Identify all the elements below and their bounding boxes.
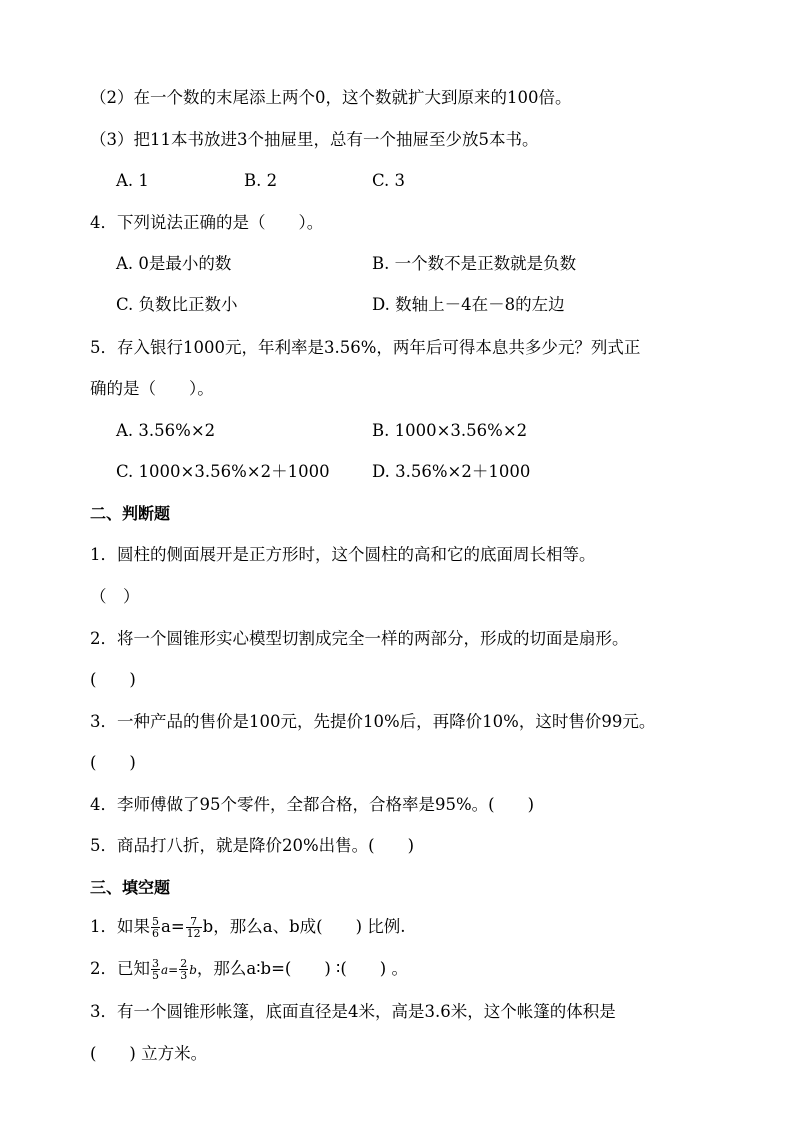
q3-option-b: B. 2 bbox=[244, 171, 278, 190]
q5-option-a: A. 3.56%×2 bbox=[116, 421, 216, 440]
q3-option-a: A. 1 bbox=[116, 171, 149, 190]
q5-stem-line2: 确的是（ ）。 bbox=[90, 379, 214, 398]
fill-item-3-line1: 3．有一个圆锥形帐篷，底面直径是4米，高是3.6米，这个帐篷的体积是 bbox=[90, 1002, 616, 1021]
tf-item-3: 3．一种产品的售价是100元，先提价10%后，再降价10%，这时售价99元。 bbox=[90, 712, 656, 731]
fill-item-3-line2: ( ) 立方米。 bbox=[90, 1044, 208, 1063]
fraction-5-6: $\frac{5}{6}$ bbox=[152, 915, 159, 940]
statement-2: （2）在一个数的末尾添上两个0，这个数就扩大到原来的100倍。 bbox=[90, 88, 572, 107]
q5-option-d: D. 3.56%×2＋1000 bbox=[372, 462, 531, 481]
q4-stem: 4．下列说法正确的是（ ）。 bbox=[90, 213, 324, 232]
q4-option-a: A. 0是最小的数 bbox=[116, 254, 232, 273]
fill-item-1-pre: 1．如果 bbox=[90, 917, 150, 936]
fill-item-2: 2．已知 $\frac{3}{5}$ a= $\frac{2}{3}$ b，那么a∶b=( ) ∶( ) 。 bbox=[90, 957, 408, 982]
fill-item-2-post: ，那么a∶b=( ) ∶( ) 。 bbox=[196, 959, 408, 978]
fraction-2-3: $\frac{2}{3}$ bbox=[180, 957, 188, 982]
fill-item-2-pre: 2．已知 bbox=[90, 959, 150, 978]
section-3-title: 三、填空题 bbox=[90, 878, 171, 897]
tf-item-4: 4．李师傅做了95个零件，全都合格，合格率是95%。( ) bbox=[90, 795, 535, 814]
fill-item-1-post: b，那么a、b成( ) 比例. bbox=[202, 917, 406, 936]
q4-option-c: C. 负数比正数小 bbox=[116, 295, 238, 314]
q4-option-b: B. 一个数不是正数就是负数 bbox=[372, 254, 577, 273]
q4-option-d: D. 数轴上－4在－8的左边 bbox=[372, 295, 565, 314]
tf-item-2-blank: ( ) bbox=[90, 670, 136, 689]
tf-item-2: 2．将一个圆锥形实心模型切割成完全一样的两部分，形成的切面是扇形。 bbox=[90, 629, 629, 648]
statement-3: （3）把11本书放进3个抽屉里，总有一个抽屉至少放5本书。 bbox=[90, 130, 539, 149]
q5-option-b: B. 1000×3.56%×2 bbox=[372, 421, 528, 440]
fraction-7-12: $\frac{7}{12}$ bbox=[186, 915, 201, 940]
section-2-title: 二、判断题 bbox=[90, 504, 171, 523]
fraction-3-5: $\frac{3}{5}$ bbox=[152, 957, 159, 982]
q3-option-c: C. 3 bbox=[372, 171, 406, 190]
tf-item-3-blank: ( ) bbox=[90, 753, 136, 772]
q5-stem-line1: 5．存入银行1000元，年利率是3.56%，两年后可得本息共多少元？列式正 bbox=[90, 338, 641, 357]
q5-option-c: C. 1000×3.56%×2＋1000 bbox=[116, 462, 330, 481]
fill-item-1: 1．如果 $\frac{5}{6}$ a= $\frac{7}{12}$ b，那么a、b成( ) 比例. bbox=[90, 915, 406, 940]
tf-item-5: 5．商品打八折，就是降价20%出售。( ) bbox=[90, 836, 415, 855]
tf-item-1-blank: （ ） bbox=[90, 587, 140, 606]
tf-item-1: 1．圆柱的侧面展开是正方形时，这个圆柱的高和它的底面周长相等。 bbox=[90, 545, 596, 564]
